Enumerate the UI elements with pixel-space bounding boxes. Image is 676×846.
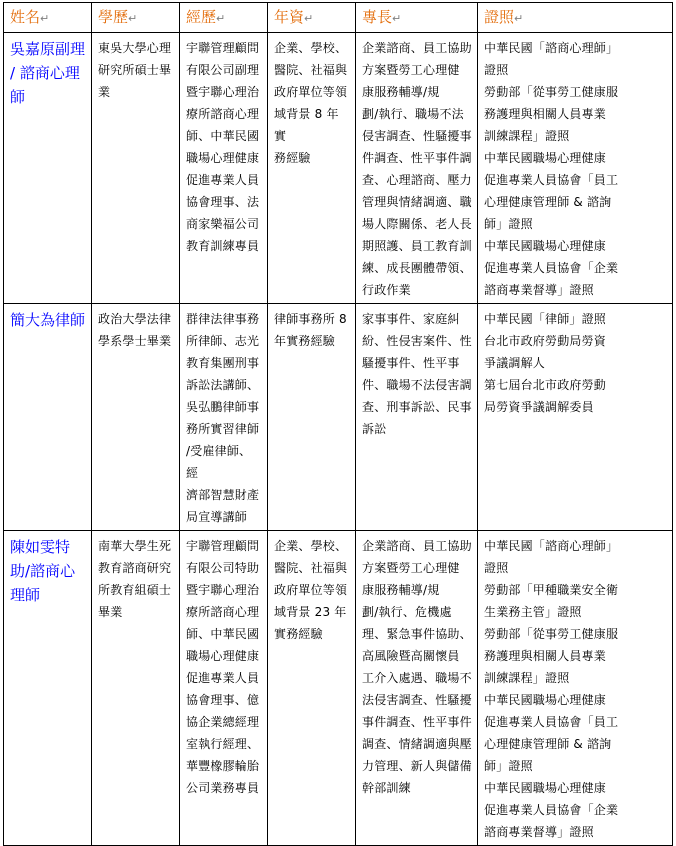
cell-text-line: 特助/諮商 [10,538,71,580]
cell-text-line: 證照 [484,561,509,575]
cell-text-line: 師、中華民國 [186,129,260,143]
cell-text-line: 爭議調解人 [484,356,546,370]
cell-text-line: 務經驗 [274,151,311,165]
cell-text-line: 心理師 [10,64,80,106]
paragraph-mark-icon: ↵ [514,12,524,25]
cell-text-line: 師、中華民國 [186,627,260,641]
cell-text-line: 局勞資爭議調解委員 [484,400,594,414]
years-cell [268,304,356,531]
cell-text-line: 康服務輔導/規 [362,583,440,597]
cell-text-line: 公司業務專員 [186,781,260,795]
certification-cell [478,33,673,304]
experience-cell [180,531,268,846]
cell-text-line: 學系學士畢業 [98,334,172,348]
paragraph-mark-icon: ↵ [216,12,226,25]
cell-text-line: 工介入處遇、職場不 [362,671,472,685]
cell-text-line: 局宣導講師 [186,510,248,524]
cell-text-line: 職場心理健康 [186,649,260,663]
cell-text-line: 第七屆台北市政府勞動 [484,378,607,392]
cell-text-line: 吳弘鵬律師事 [186,400,260,414]
cell-text-line: 律師事務所 8 [274,312,347,326]
cell-text-line: 醫院、社福與 [274,561,348,575]
cell-text-line: 方案暨勞工心理健 [362,63,460,77]
cell-text-line: 期照護、員工教育訓 [362,239,472,253]
cell-text-line: 吳嘉原 [10,40,56,58]
cell-text-line: 研究所碩士畢 [98,63,172,77]
cell-text-line: 中華民國職場心理健康 [484,151,607,165]
cell-text-line: 中華民國「諮商心理師」 [484,41,619,55]
cell-text-line: 練、成長團體帶領、 [362,261,472,275]
cell-text-line: 勞動部「從事勞工健康服 [484,627,619,641]
cell-text-line: 家事事件、家庭糾 [362,312,460,326]
header-experience: 經歷↵ [180,3,268,33]
years-cell [268,531,356,846]
cell-text-line: 勞動部「甲種職業安全衛 [484,583,619,597]
education-cell [92,531,180,846]
cell-text-line: 室執行經理、 [186,737,260,751]
cell-text-line: 政府單位等領 [274,583,348,597]
cell-text-line: 調查、情緒調適與壓 [362,737,472,751]
cell-text-line: 查、刑事訴訟、民事 [362,400,472,414]
specialty-cell [356,304,478,531]
cell-text-line: 所律師、志光 [186,334,260,348]
cell-text-line: 勞動部「從事勞工健康服 [484,85,619,99]
cell-text-line: 件調查、性平事件調 [362,151,472,165]
cell-text-line: 有限公司副理 [186,63,260,77]
cell-text-line: 幹部訓練 [362,781,411,795]
table-row [4,531,673,846]
cell-text-line: 方案暨勞工心理健 [362,561,460,575]
years-cell [268,33,356,304]
cell-text-line: 中華民國「律師」證照 [484,312,607,326]
cell-text-line: 協會理事、法 [186,195,260,209]
cell-text-line: 群律法律事務 [186,312,260,326]
header-education: 學歷↵ [92,3,180,33]
name-cell [4,33,92,304]
table-row [4,304,673,531]
cell-text-line: 暨宇聯心理治 [186,583,260,597]
cell-text-line: 律師 [55,311,86,329]
cell-text-line: 商家樂福公司 [186,217,260,231]
cell-text-line: 康服務輔導/規 [362,85,440,99]
cell-text-line: 政府單位等領 [274,85,348,99]
cell-text-line: 實務經驗 [274,627,323,641]
cell-text-line: 高風險暨高關懷員 [362,649,460,663]
cell-text-line: 事件調查、性平事件 [362,715,472,729]
header-certification: 證照↵ [478,3,673,33]
cell-text-line: 政治大學法律 [98,312,172,326]
cell-text-line: 簡大為 [10,311,56,329]
cell-text-line: 協會理事、億 [186,693,260,707]
cell-text-line: 諮商專業督導」證照 [484,283,594,297]
table-row [4,33,673,304]
cell-text-line: 促進專業人員協會「企業 [484,261,619,275]
cell-text-line: 務護理與相關人員專業 [484,107,607,121]
cell-text-line: 東吳大學心理 [98,41,172,55]
cell-text-line: 企業諮商、員工協助 [362,539,472,553]
cell-text-line: 域背景 23 年 [274,605,347,619]
cell-text-line: 促進專業人員 [186,173,260,187]
name-cell [4,304,92,531]
cell-text-line: 生業務主管」證照 [484,605,582,619]
cell-text-line: 華豐橡膠輪胎 [186,759,260,773]
certification-cell [478,304,673,531]
cell-text-line: /受雇律師、經 [186,444,252,480]
cell-text-line: 查、心理諮商、壓力 [362,173,472,187]
paragraph-mark-icon: ↵ [304,12,314,25]
paragraph-mark-icon: ↵ [128,12,138,25]
cell-text-line: 暨宇聯心理治 [186,85,260,99]
cell-text-line: 副理 / 諮商 [10,40,86,82]
cell-text-line: 促進專業人員協會「員工 [484,715,619,729]
cell-text-line: 務所實習律師 [186,422,260,436]
cell-text-line: 企業、學校、 [274,539,348,553]
cell-text-line: 療所諮商心理 [186,605,260,619]
cell-text-line: 域背景 8 年實 [274,107,339,143]
cell-text-line: 促進專業人員協會「企業 [484,803,619,817]
cell-text-line: 中華民國職場心理健康 [484,781,607,795]
cell-text-line: 畢業 [98,605,123,619]
cell-text-line: 宇聯管理顧問 [186,539,260,553]
cell-text-line: 教育訓練專員 [186,239,260,253]
cell-text-line: 協企業總經理 [186,715,260,729]
cell-text-line: 心理健康管理師 & 諮詢 [484,737,612,751]
cell-text-line: 宇聯管理顧問 [186,41,260,55]
cell-text-line: 騷擾事件、性平事 [362,356,460,370]
cell-text-line: 務護理與相關人員專業 [484,649,607,663]
cell-text-line: 濟部智慧財產 [186,488,260,502]
cell-text-line: 企業、學校、 [274,41,348,55]
header-name: 姓名↵ [4,3,92,33]
cell-text-line: 諮商專業督導」證照 [484,825,594,839]
cell-text-line: 醫院、社福與 [274,63,348,77]
cell-text-line: 職場心理健康 [186,151,260,165]
cell-text-line: 師」證照 [484,217,533,231]
cell-text-line: 理、緊急事件協助、 [362,627,472,641]
cell-text-line: 療所諮商心理 [186,107,260,121]
cell-text-line: 教育諮商研究 [98,561,172,575]
cell-text-line: 紛、性侵害案件、性 [362,334,472,348]
paragraph-mark-icon: ↵ [392,12,402,25]
cell-text-line: 侵害調查、性騷擾事 [362,129,472,143]
experience-cell [180,33,268,304]
cell-text-line: 年實務經驗 [274,334,336,348]
cell-text-line: 件、職場不法侵害調 [362,378,472,392]
education-cell [92,304,180,531]
cell-text-line: 業 [98,85,111,99]
cell-text-line: 管理與情緒調適、職 [362,195,472,209]
cell-text-line: 中華民國「諮商心理師」 [484,539,619,553]
cell-text-line: 法侵害調查、性騷擾 [362,693,472,707]
cell-text-line: 中華民國職場心理健康 [484,693,607,707]
certification-cell [478,531,673,846]
cell-text-line: 有限公司特助 [186,561,260,575]
specialty-cell [356,33,478,304]
cell-text-line: 訓練課程」證照 [484,671,570,685]
cell-text-line: 促進專業人員 [186,671,260,685]
experience-cell [180,304,268,531]
cell-text-line: 劃/執行、危機處 [362,605,452,619]
header-row [4,3,673,33]
cell-text-line: 促進專業人員協會「員工 [484,173,619,187]
specialty-cell [356,531,478,846]
education-cell [92,33,180,304]
cell-text-line: 訴訟 [362,422,387,436]
cell-text-line: 陳如雯 [10,538,56,556]
cell-text-line: 教育集團刑事 [186,356,260,370]
cell-text-line: 力管理、新人與儲備 [362,759,472,773]
cell-text-line: 心理師 [10,562,76,604]
cell-text-line: 師」證照 [484,759,533,773]
cell-text-line: 企業諮商、員工協助 [362,41,472,55]
cell-text-line: 訓練課程」證照 [484,129,570,143]
header-specialty: 專長↵ [356,3,478,33]
cell-text-line: 場人際關係、老人長 [362,217,472,231]
table-body [4,33,673,846]
header-years: 年資↵ [268,3,356,33]
staff-table [3,2,673,846]
cell-text-line: 中華民國職場心理健康 [484,239,607,253]
paragraph-mark-icon: ↵ [40,12,50,25]
cell-text-line: 劃/執行、職場不法 [362,107,464,121]
cell-text-line: 訴訟法講師、 [186,378,260,392]
cell-text-line: 證照 [484,63,509,77]
cell-text-line: 心理健康管理師 & 諮詢 [484,195,612,209]
name-cell [4,531,92,846]
cell-text-line: 所教育組碩士 [98,583,172,597]
cell-text-line: 行政作業 [362,283,411,297]
cell-text-line: 台北市政府勞動局勞資 [484,334,607,348]
cell-text-line: 南華大學生死 [98,539,172,553]
